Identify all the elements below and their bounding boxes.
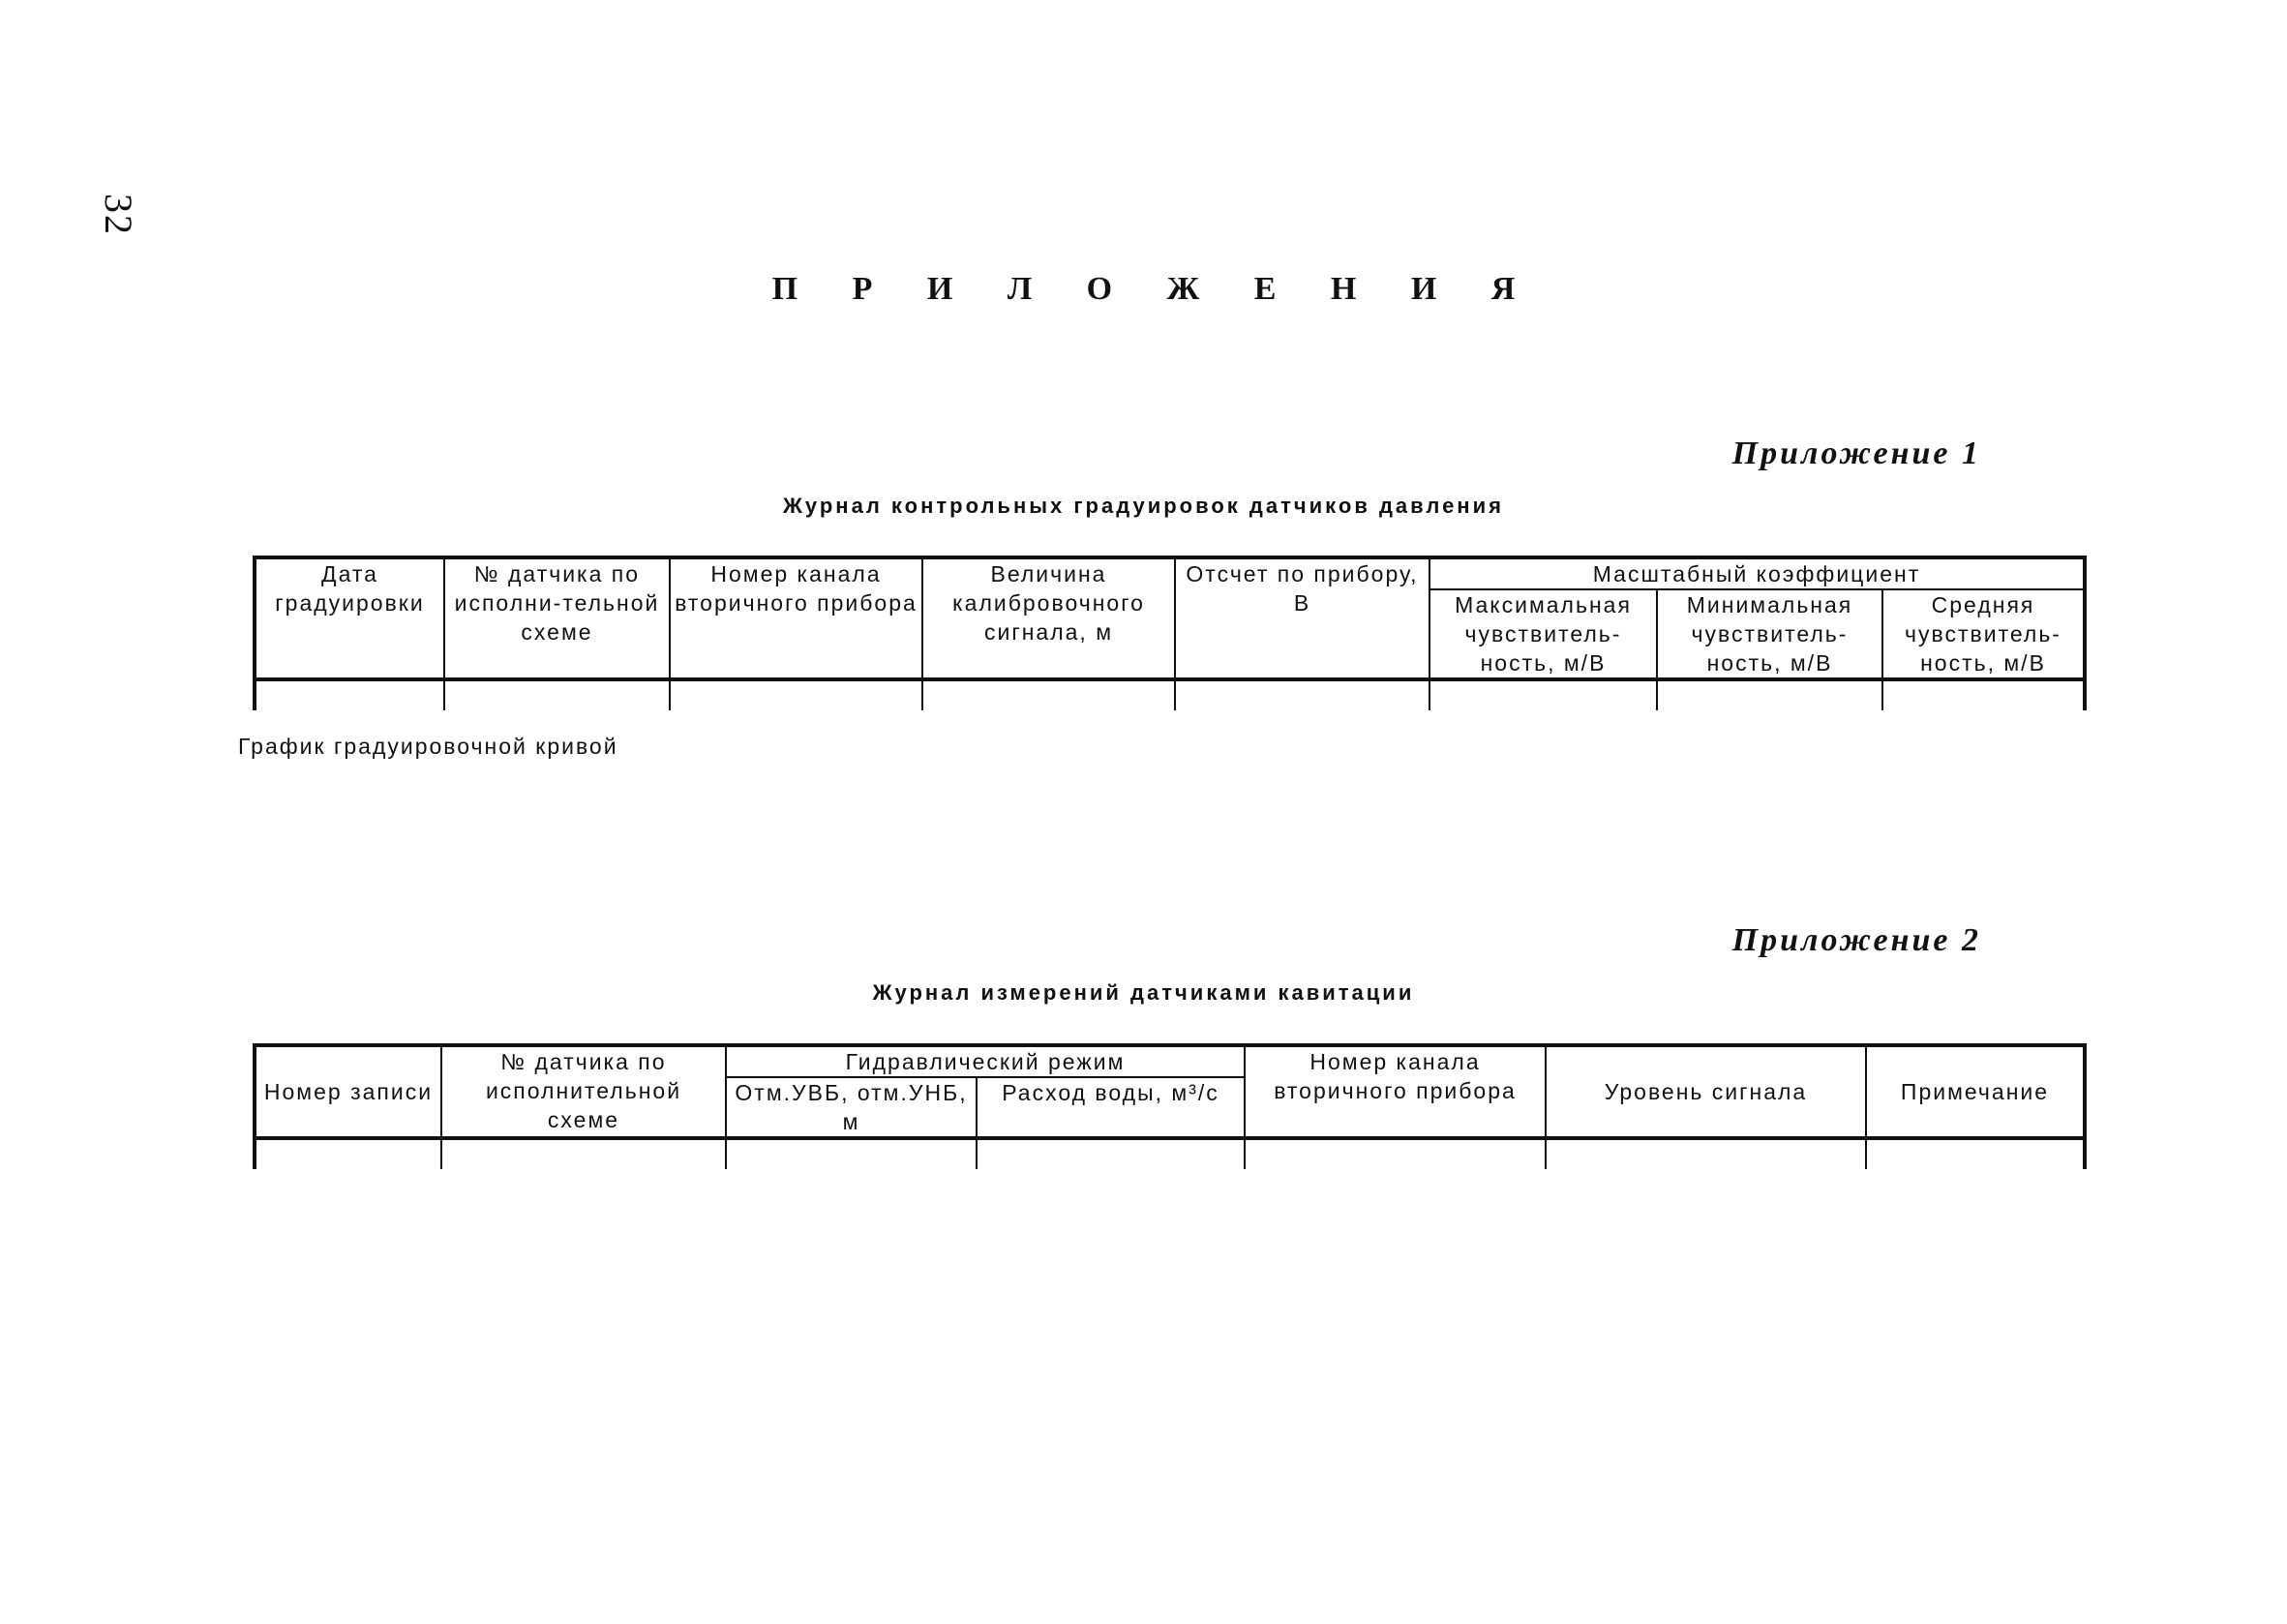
table-row	[255, 1138, 2085, 1169]
header-signal-level: Уровень сигнала	[1546, 1045, 1866, 1138]
header-avg-sensitivity: Средняя чувствитель-ность, м/В	[1882, 589, 2085, 679]
header-water-levels: Отм.УВБ, отм.УНБ, м	[726, 1077, 977, 1138]
table-cell	[1245, 1138, 1546, 1169]
header-max-sensitivity: Максимальная чувствитель-ность, м/В	[1429, 589, 1657, 679]
table-cell	[922, 679, 1175, 710]
table-row	[255, 679, 2085, 710]
cavitation-journal-table	[253, 1043, 2087, 1169]
header-sensor-number: № датчика по исполни-тельной схеме	[444, 557, 670, 679]
table-cell	[441, 1138, 726, 1169]
appendix-1-label: Приложение 1	[1731, 436, 1981, 471]
header-channel-number: Номер канала вторичного прибора	[670, 557, 922, 679]
table-cell	[977, 1138, 1245, 1169]
header-channel-number: Номер канала вторичного прибора	[1245, 1045, 1546, 1138]
header-calibration-signal: Величина калибровочного сигнала, м	[922, 557, 1175, 679]
header-scale-factor: Масштабный коэффициент	[1429, 557, 2085, 589]
table-cell	[1882, 679, 2085, 710]
table-cell	[255, 1138, 441, 1169]
header-min-sensitivity: Минимальная чувствитель-ность, м/В	[1657, 589, 1882, 679]
appendix-2-title: Журнал измерений датчиками кавитации	[872, 980, 1415, 1005]
table-cell	[255, 679, 444, 710]
header-note: Примечание	[1866, 1045, 2085, 1138]
table-cell	[1866, 1138, 2085, 1169]
appendix-2-label: Приложение 2	[1731, 922, 1981, 958]
header-device-reading: Отсчет по прибору, В	[1175, 557, 1429, 679]
header-date: Дата градуировки	[255, 557, 444, 679]
calibration-curve-caption: График градуировочной кривой	[238, 734, 618, 759]
table-cell	[726, 1138, 977, 1169]
table-cell	[1657, 679, 1882, 710]
header-hydraulic-mode: Гидравлический режим	[726, 1045, 1245, 1077]
header-water-flow: Расход воды, м³/с	[977, 1077, 1245, 1138]
table-cell	[670, 679, 922, 710]
header-record-number: Номер записи	[255, 1045, 441, 1138]
table-cell	[1546, 1138, 1866, 1169]
header-sensor-number: № датчика по исполнительной схеме	[441, 1045, 726, 1138]
page-title: П Р И Л О Ж Е Н И Я	[771, 271, 1539, 307]
table-cell	[444, 679, 670, 710]
calibration-journal-table	[253, 556, 2087, 710]
table-cell	[1429, 679, 1657, 710]
appendix-1-title: Журнал контрольных градуировок датчиков давления	[783, 494, 1504, 518]
page-number: 32	[97, 194, 140, 236]
table-cell	[1175, 679, 1429, 710]
